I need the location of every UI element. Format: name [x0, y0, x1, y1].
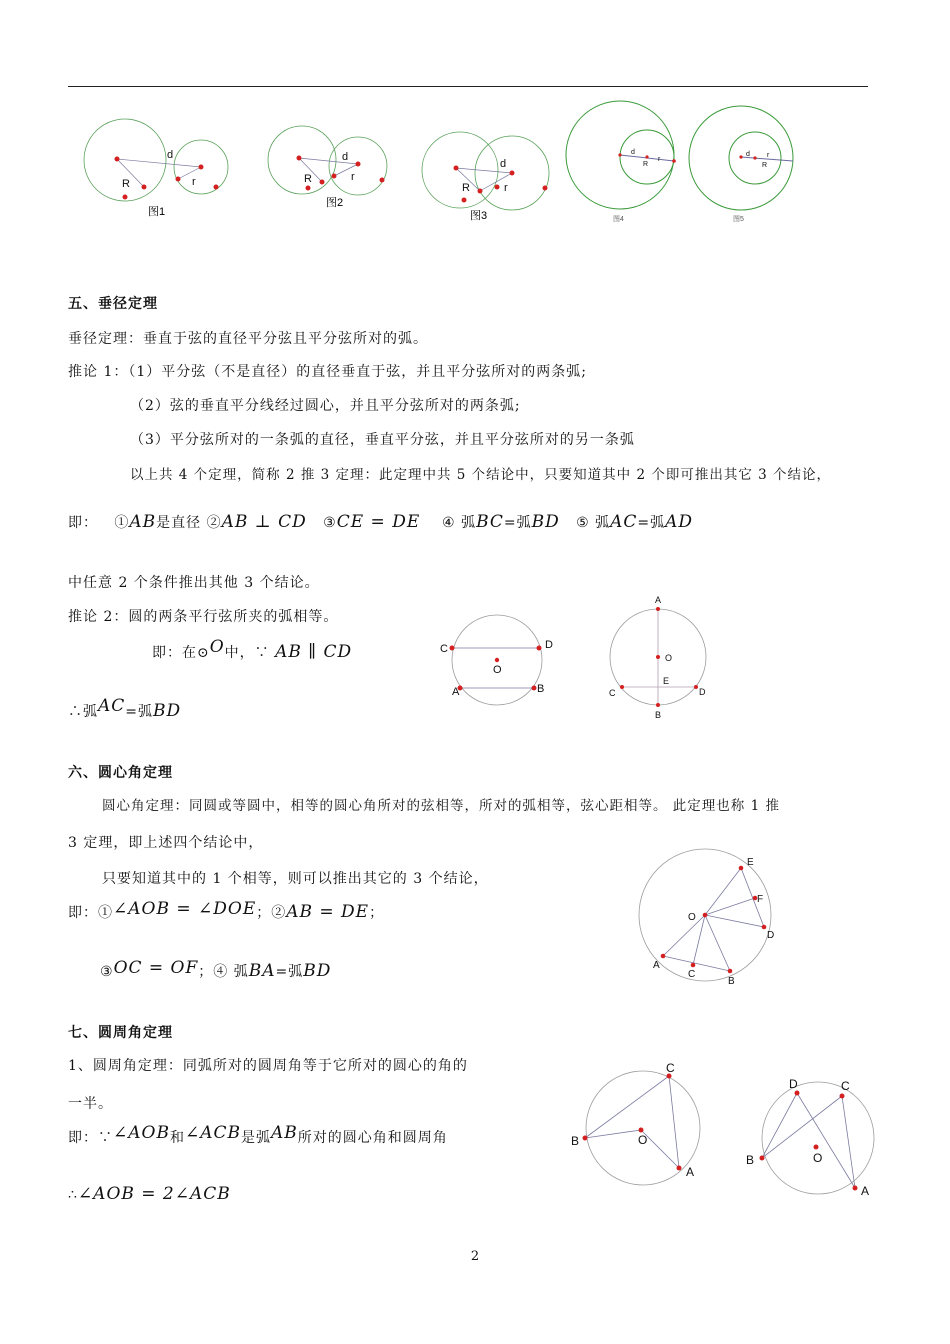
- svg-text:R: R: [122, 178, 130, 190]
- parallel-chords-figure: [435, 605, 565, 715]
- corollary-2: 推论 2：圆的两条平行弦所夹的弧相等。: [68, 609, 339, 625]
- inscribed-angle-condition: 即：∵∠AOB和∠ACB是弧AB所对的圆心角和圆周角: [68, 1123, 448, 1146]
- central-angle-figure: [635, 848, 790, 988]
- corollary-2-conclusion: ∴弧AC=弧BD: [68, 696, 182, 721]
- svg-text:B: B: [746, 1153, 755, 1167]
- svg-text:B: B: [537, 683, 545, 695]
- svg-text:r: r: [351, 171, 355, 183]
- section-6-heading: 六、圆心角定理: [68, 765, 173, 781]
- corollary-2-condition: 即：在⊙O中，∵ AB ∥ CD: [152, 637, 353, 662]
- svg-text:D: D: [767, 930, 775, 941]
- svg-text:A: A: [686, 1165, 695, 1179]
- svg-text:D: D: [789, 1077, 798, 1091]
- svg-text:图3: 图3: [470, 210, 488, 222]
- svg-text:r: r: [192, 176, 196, 188]
- svg-text:图2: 图2: [326, 197, 344, 209]
- page-number: 2: [470, 1249, 480, 1264]
- inscribed-angle-figure-1: [565, 1060, 715, 1190]
- svg-text:图4: 图4: [613, 216, 624, 223]
- header-rule: [68, 86, 868, 87]
- svg-text:C: C: [440, 643, 448, 655]
- svg-text:d: d: [342, 151, 349, 163]
- svg-text:d: d: [500, 158, 507, 170]
- central-angle-theorem-line3: 只要知道其中的 1 个相等，则可以推出其它的 3 个结论，: [102, 871, 489, 887]
- svg-text:C: C: [666, 1061, 675, 1075]
- svg-text:d: d: [746, 151, 750, 158]
- five-conclusions-formula: 即： ①AB是直径 ②AB ⊥ CD ③CE = DE ④ 弧BC=弧BD ⑤ 弧AC=弧AD: [68, 512, 694, 532]
- perpendicular-chord-figure: [600, 590, 720, 725]
- svg-text:D: D: [545, 639, 553, 651]
- figure-2: [262, 120, 402, 215]
- svg-text:B: B: [655, 710, 662, 720]
- svg-text:A: A: [655, 595, 662, 605]
- inscribed-angle-theorem-line2: 一半。: [68, 1096, 113, 1112]
- figure-1: [72, 115, 242, 225]
- svg-text:r: r: [658, 156, 661, 163]
- corollary-1-item-1: 推论 1：（1）平分弦（不是直径）的直径垂直于弦，并且平分弦所对的两条弧;: [68, 364, 587, 380]
- svg-text:图5: 图5: [733, 216, 744, 223]
- svg-text:R: R: [462, 182, 470, 194]
- central-angle-theorem-line2: 3 定理，即上述四个结论中，: [68, 835, 264, 851]
- svg-text:A: A: [653, 960, 660, 971]
- svg-text:O: O: [638, 1133, 648, 1147]
- svg-text:C: C: [609, 688, 616, 698]
- section-7-heading: 七、圆周角定理: [68, 1025, 173, 1041]
- inscribed-angle-figure-2: [740, 1070, 880, 1210]
- svg-text:d: d: [631, 149, 635, 156]
- svg-text:r: r: [504, 182, 508, 194]
- central-angle-formula-2: ③OC = OF；④ 弧BA=弧BD: [100, 958, 332, 981]
- svg-text:d: d: [167, 149, 174, 161]
- svg-text:图1: 图1: [148, 206, 166, 218]
- corollary-1-item-3: （3）平分弦所对的一条弧的直径，垂直平分弦，并且平分弦所对的另一条弧: [130, 432, 635, 448]
- svg-text:A: A: [452, 686, 460, 698]
- central-angle-theorem-line1: 圆心角定理：同圆或等圆中，相等的圆心角所对的弦相等，所对的弧相等，弦心距相等。 此定理也称 1 推: [102, 798, 780, 814]
- svg-text:E: E: [663, 676, 670, 686]
- svg-text:C: C: [841, 1079, 850, 1093]
- svg-text:B: B: [728, 976, 735, 987]
- svg-text:B: B: [571, 1134, 580, 1148]
- svg-text:F: F: [757, 894, 764, 905]
- svg-text:R: R: [762, 162, 768, 169]
- perpendicular-diameter-theorem: 垂径定理：垂直于弦的直径平分弦且平分弦所对的弧。: [68, 331, 428, 347]
- svg-text:R: R: [643, 161, 649, 168]
- svg-text:E: E: [747, 857, 754, 868]
- section-5-heading: 五、垂径定理: [68, 296, 158, 312]
- svg-text:R: R: [304, 173, 312, 185]
- central-angle-formula-1: 即：①∠AOB = ∠DOE；②AB = DE；: [68, 899, 385, 922]
- svg-text:C: C: [688, 969, 696, 980]
- svg-text:D: D: [699, 687, 706, 697]
- any-two-conditions-text: 中任意 2 个条件推出其他 3 个结论。: [68, 575, 320, 591]
- svg-text:r: r: [767, 152, 770, 159]
- figure-4: [563, 95, 688, 230]
- svg-text:O: O: [665, 653, 673, 663]
- figure-5: [685, 100, 810, 230]
- svg-text:O: O: [813, 1151, 823, 1165]
- svg-text:O: O: [493, 664, 502, 676]
- corollary-1-item-2: （2）弦的垂直平分线经过圆心，并且平分弦所对的两条弧;: [130, 398, 521, 414]
- svg-text:O: O: [688, 912, 696, 923]
- two-imply-three-summary: 以上共 4 个定理，简称 2 推 3 定理：此定理中共 5 个结论中，只要知道其中 2 个即可推出其它 3 个结论，: [130, 467, 832, 483]
- figure-3: [418, 125, 558, 225]
- inscribed-angle-conclusion: ∴∠AOB = 2∠ACB: [68, 1184, 231, 1204]
- svg-text:A: A: [861, 1184, 870, 1198]
- inscribed-angle-theorem-line1: 1、圆周角定理：同弧所对的圆周角等于它所对的圆心的角的: [68, 1058, 468, 1074]
